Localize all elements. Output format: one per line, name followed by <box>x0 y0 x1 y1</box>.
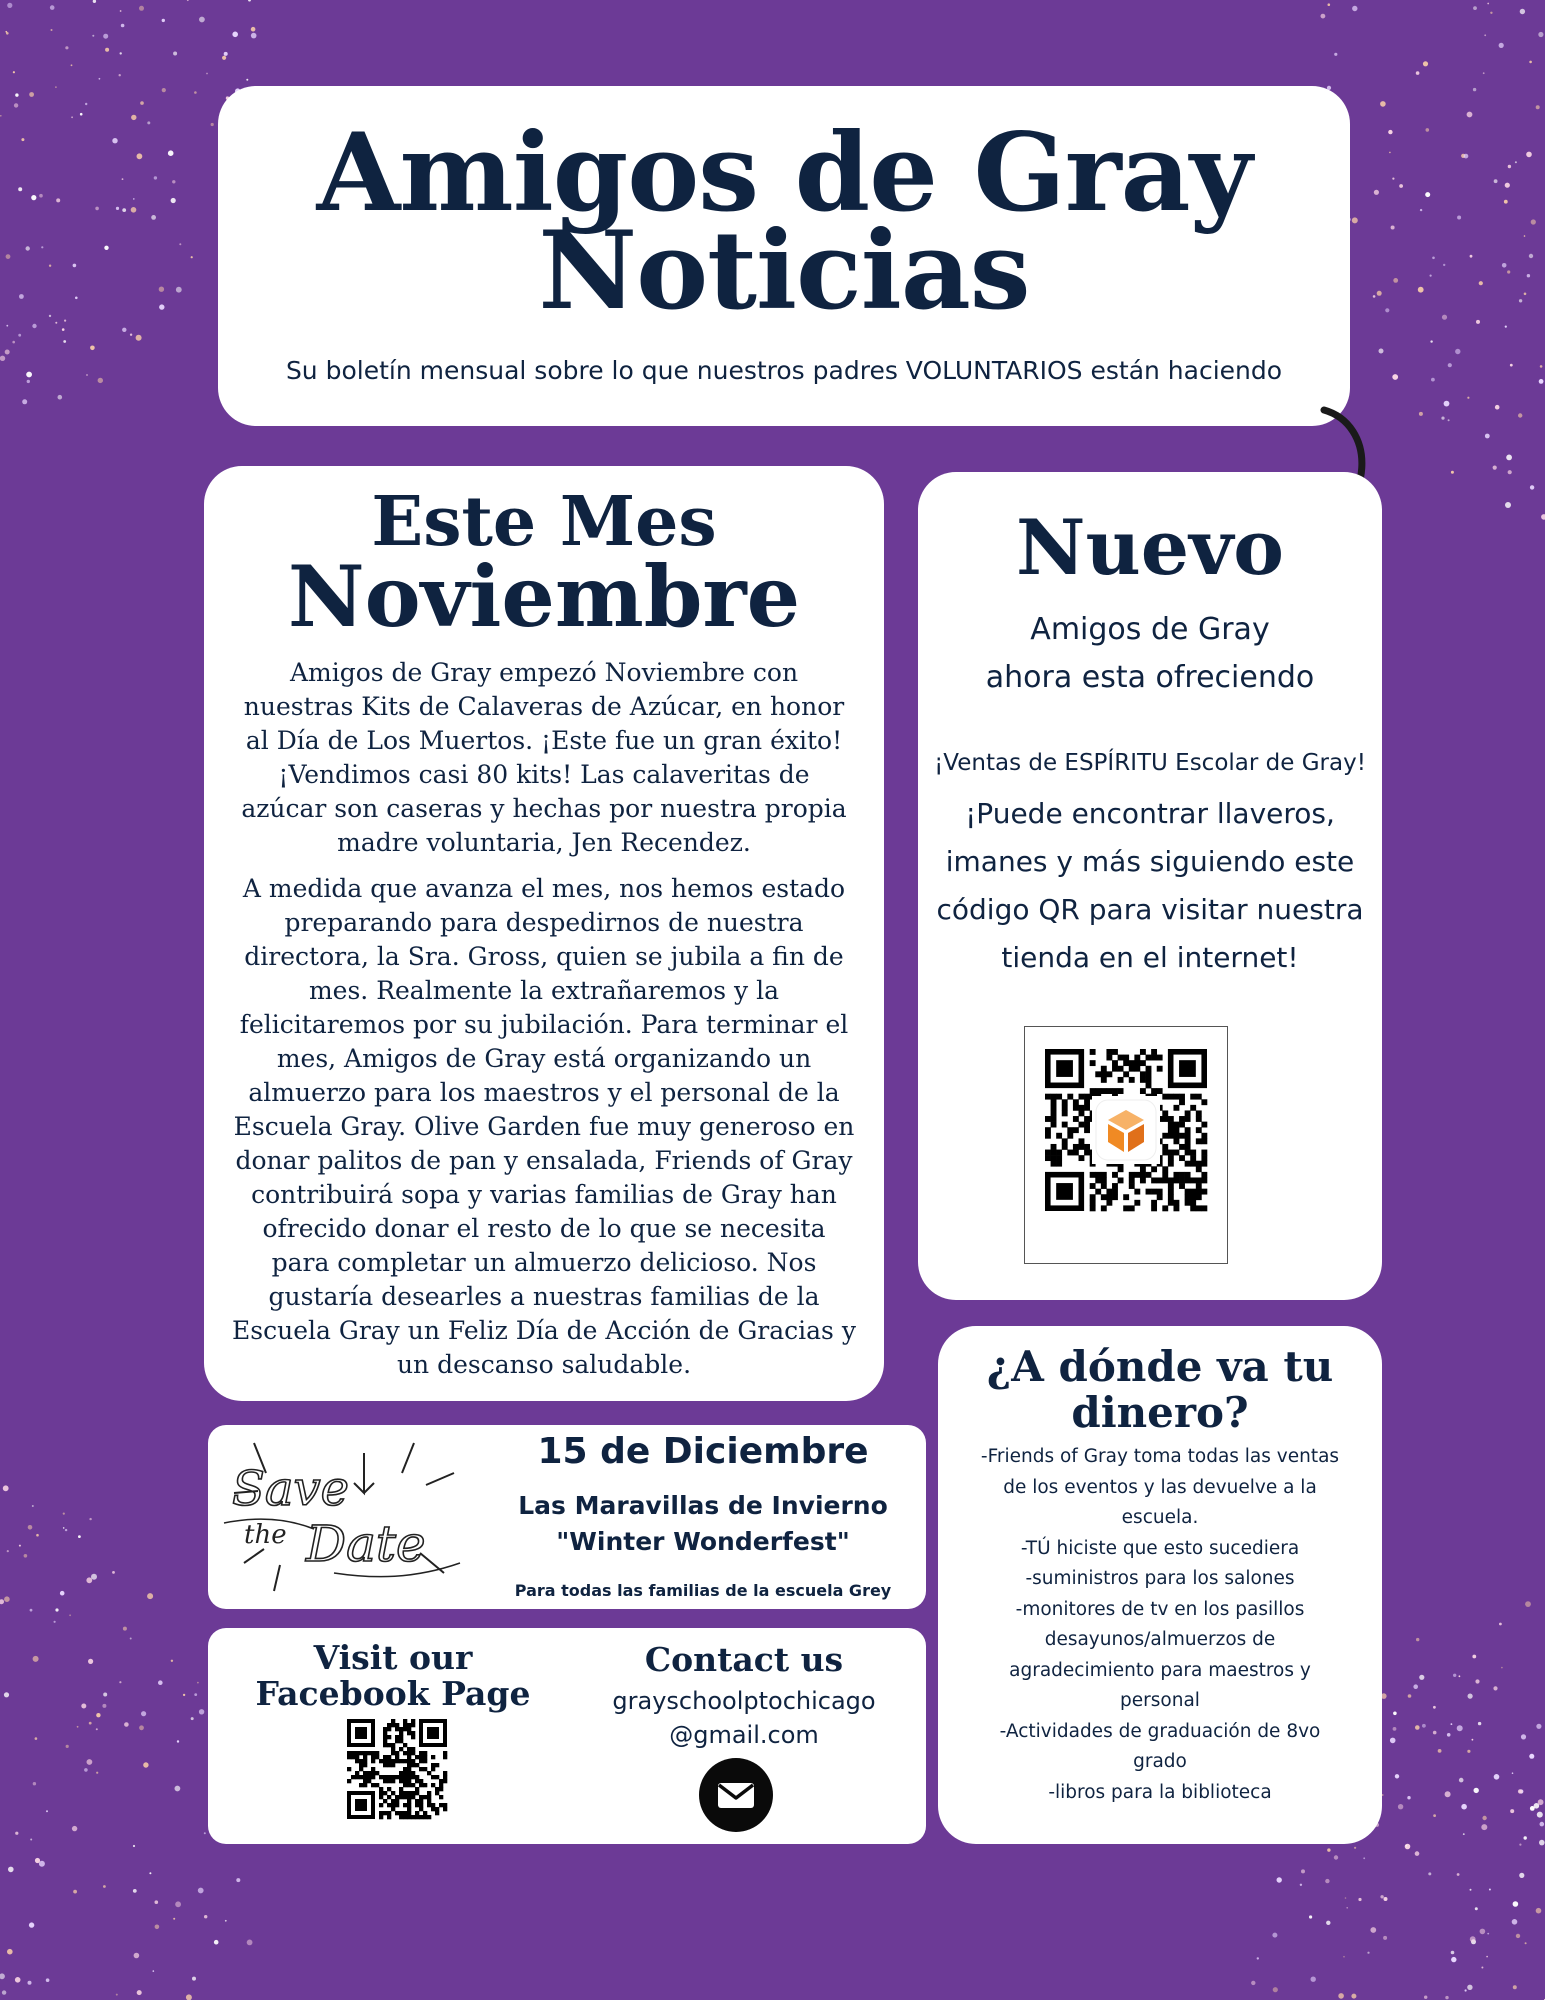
svg-text:the: the <box>244 1520 287 1550</box>
shop-qr-code[interactable] <box>1024 1026 1228 1264</box>
spirit-sale-text: ¡Ventas de ESPÍRITU Escolar de Gray! <box>934 750 1366 776</box>
money-heading-line1: ¿A dónde va tu <box>986 1342 1334 1391</box>
event-name-english: "Winter Wonderfest" <box>556 1527 850 1556</box>
new-heading: Nuevo <box>1016 503 1284 592</box>
list-item: -Actividades de graduación de 8vo grado <box>999 1720 1321 1772</box>
newsletter-title-line2: Noticias <box>538 208 1030 334</box>
facebook-heading-line2: Facebook Page <box>255 1674 531 1713</box>
contact-heading: Contact us <box>644 1640 844 1679</box>
this-month-card <box>204 466 884 1401</box>
save-the-date-lettering <box>214 1433 480 1603</box>
money-card <box>938 1326 1382 1844</box>
money-heading <box>938 1344 1382 1436</box>
month-paragraph: A medida que avanza el mes, nos hemos estado preparando para despedirnos de nuestra directora, la Sra. Gross, quien se jubila a fin de mes. Realmente la extrañaremos y la felicitaremos por su jubilación. Para terminar el mes, Amigos de Gray está organizando un almuerzo para los maestros y el personal de la Escuela Gray. Olive Garden fue muy generoso en donar palitos de pan y ensalada, Friends of Gray contribuirá sopa y varias familias de Gray han ofrecido donar el resto de lo que se necesita para completar un almuerzo delicioso. Nos gustaría desearles a nuestras familias de la Escuela Gray un Feliz Día de Acción de Gracias y un descanso saludable. <box>232 874 856 1379</box>
facebook-qr-code[interactable] <box>346 1718 448 1820</box>
qr-code-icon <box>1025 1027 1227 1263</box>
month-heading: Este Mes <box>371 482 717 562</box>
list-item: -libros para la biblioteca <box>1048 1781 1272 1803</box>
email-icon[interactable] <box>699 1758 773 1832</box>
email-line1: grayschoolptochicago <box>612 1687 876 1715</box>
new-intro-line1: Amigos de Gray <box>1030 612 1270 647</box>
event-date: 15 de Diciembre <box>537 1431 869 1472</box>
shop-text: ¡Puede encontrar llaveros, imanes y más siguiendo este código QR para visitar nuestra tienda en el internet! <box>936 797 1364 974</box>
event-name: Las Maravillas de Invierno <box>518 1491 888 1520</box>
facebook-heading-line1: Visit our <box>313 1638 473 1677</box>
newsletter-subtitle: Su boletín mensual sobre lo que nuestros padres VOLUNTARIOS están haciendo <box>285 356 1283 385</box>
svg-text:Save: Save <box>232 1461 350 1517</box>
save-the-date-card <box>208 1425 926 1609</box>
contact-card <box>208 1628 926 1844</box>
list-item: -suministros para los salones <box>1025 1568 1295 1589</box>
money-list <box>972 1442 1348 1808</box>
money-heading-line2: dinero? <box>1071 1388 1249 1437</box>
list-item: -monitores de tv en los pasillos desayunos/almuerzos de agradecimiento para maestros y personal <box>1009 1598 1311 1711</box>
month-body <box>232 656 856 1394</box>
new-intro-line2: ahora esta ofreciendo <box>985 660 1315 695</box>
list-item: -TÚ hiciste que esto sucediera <box>1020 1537 1300 1559</box>
new-intro <box>918 606 1382 702</box>
event-audience: Para todas las familias de la escuela Grey <box>514 1581 892 1600</box>
facebook-heading <box>208 1640 578 1712</box>
list-item: -Friends of Gray toma todas las ventas de los eventos y las devuelve a la escuela. <box>980 1446 1340 1528</box>
contact-email[interactable] <box>564 1684 924 1752</box>
month-paragraph: Amigos de Gray empezó Noviembre con nuestras Kits de Calaveras de Azúcar, en honor al Día de Los Muertos. ¡Este fue un gran éxito! ¡Vendimos casi 80 kits! Las calaveritas de azúcar son caseras y hechas por nuestra propia madre voluntaria, Jen Recendez. <box>241 658 847 857</box>
month-name: Noviembre <box>287 547 801 646</box>
header-card <box>218 86 1350 426</box>
newsletter-title: Amigos de Gray <box>316 110 1252 236</box>
new-offer-card <box>918 472 1382 1300</box>
svg-text:Date: Date <box>306 1515 426 1573</box>
email-line2: @gmail.com <box>669 1721 819 1749</box>
